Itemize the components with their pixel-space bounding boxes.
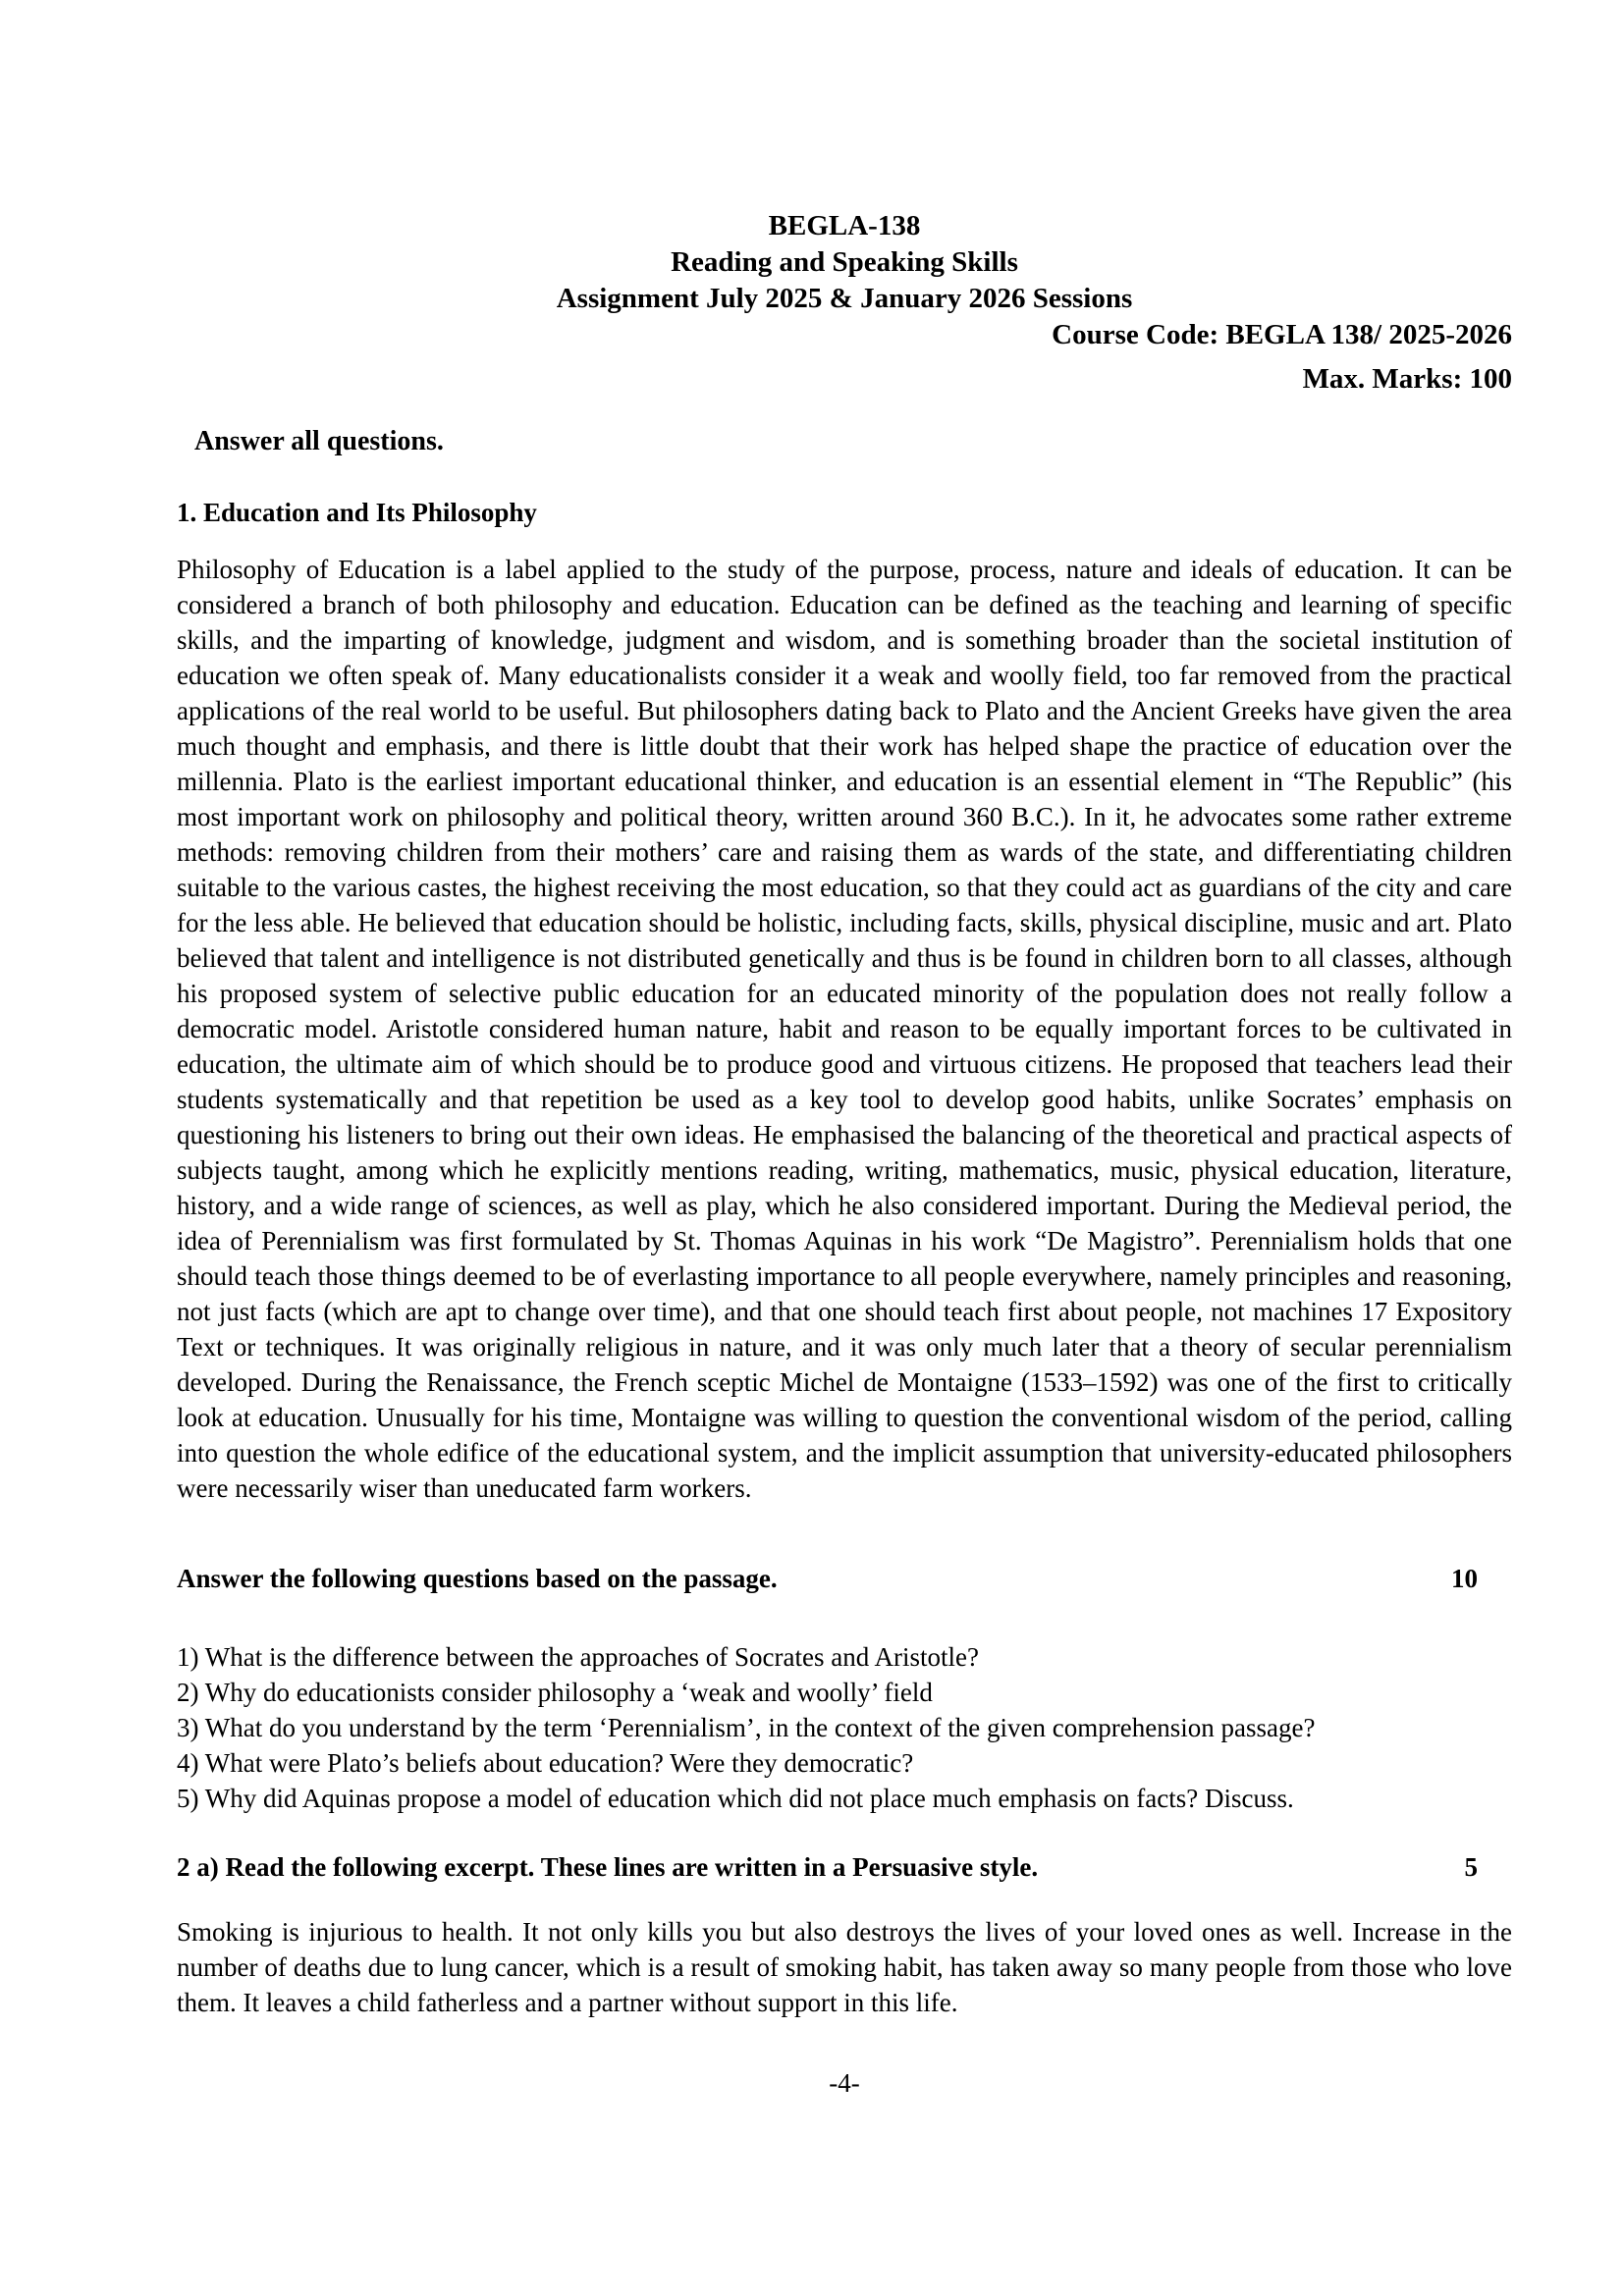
question2-heading-row — [177, 1849, 1512, 1885]
question1-list — [177, 1639, 1512, 1816]
question1-passage: Philosophy of Education is a label applied to the study of the purpose, process, nature and ideals of education. It can be considered a branch of both philosophy and education. Education can be defined as the teaching and learning of specific skills, and the imparting of knowledge, judgment and wisdom, and is something broader than the societal institution of education we often speak of. Many educationalists consider it a weak and woolly field, too far removed from the practical applications of the real world to be useful. But philosophers dating back to Plato and the Ancient Greeks have given the area much thought and emphasis, and there is little doubt that their work has helped shape the practice of education over the millennia. Plato is the earliest important educational thinker, and education is an essential element in “The Republic” (his most important work on philosophy and political theory, written around 360 B.C.). In it, he advocates some rather extreme methods: removing children from their mothers’ care and raising them as wards of the state, and differentiating children suitable to the various castes, the highest receiving the most education, so that they could act as guardians of the city and care for the less able. He believed that education should be holistic, including facts, skills, physical discipline, music and art. Plato believed that talent and intelligence is not distributed genetically and thus is be found in children born to all classes, although his proposed system of selective public education for an educated minority of the population does not really follow a democratic model. Aristotle considered human nature, habit and reason to be equally important forces to be cultivated in education, the ultimate aim of which should be to produce good and virtuous citizens. He proposed that teachers lead their students systematically and that repetition be used as a key tool to develop good habits, unlike Socrates’ emphasis on questioning his listeners to bring out their own ideas. He emphasised the balancing of the theoretical and practical aspects of subjects taught, among which he explicitly mentions reading, writing, mathematics, music, physical education, literature, history, and a wide range of sciences, as well as play, which he also considered important. During the Medieval period, the idea of Perennialism was first formulated by St. Thomas Aquinas in his work “De Magistro”. Perennialism holds that one should teach those things deemed to be of everlasting importance to all people everywhere, namely principles and reasoning, not just facts (which are apt to change over time), and that one should teach first about people, not machines 17 Expository Text or techniques. It was originally religious in nature, and it was only much later that a theory of secular perennialism developed. During the Renaissance, the French sceptic Michel de Montaigne (1533–1592) was one of the first to critically look at education. Unusually for his time, Montaigne was willing to question the conventional wisdom of the period, calling into question the whole edifice of the educational system, and the implicit assumption that university-educated philosophers were necessarily wiser than uneducated farm workers. — [177, 555, 1512, 1503]
question1-subheading-row — [177, 1561, 1512, 1596]
question-item-3: 3) What do you understand by the term ‘Perennialism’, in the context of the given comprehension passage? — [177, 1713, 1316, 1742]
question2-excerpt: Smoking is injurious to health. It not only kills you but also destroys the lives of your loved ones as well. Increase in the number of deaths due to lung cancer, which is a result of smoking habit, has taken away so many people from those who love them. It leaves a child fatherless and a partner without support in this life. — [177, 1917, 1512, 2017]
answer-all-instruction: Answer all questions. — [194, 426, 444, 456]
question-item-5: 5) Why did Aquinas propose a model of education which did not place much emphasis on facts? Discuss. — [177, 1784, 1294, 1813]
question-item-4: 4) What were Plato’s beliefs about education? Were they democratic? — [177, 1748, 914, 1778]
question1-subheading: Answer the following questions based on the passage. — [177, 1564, 778, 1593]
session-line: Assignment July 2025 & January 2026 Sessions — [556, 283, 1133, 314]
question2-marks: 5 — [1464, 1852, 1478, 1882]
question-item-1: 1) What is the difference between the approaches of Socrates and Aristotle? — [177, 1642, 979, 1672]
question1-marks: 10 — [1451, 1564, 1478, 1593]
course-title: Reading and Speaking Skills — [671, 246, 1018, 278]
page-number: -4- — [829, 2068, 860, 2098]
question2-heading: 2 a) Read the following excerpt. These lines are written in a Persuasive style. — [177, 1852, 1039, 1882]
question1-heading: 1. Education and Its Philosophy — [177, 498, 537, 527]
question-item-2: 2) Why do educationists consider philosophy a ‘weak and woolly’ field — [177, 1678, 933, 1707]
course-number: BEGLA-138 — [768, 210, 921, 241]
course-code-line: Course Code: BEGLA 138/ 2025-2026 — [1052, 319, 1512, 350]
max-marks-line: Max. Marks: 100 — [1302, 363, 1512, 395]
question1-section — [177, 495, 1512, 1816]
question2-section — [177, 1849, 1512, 2020]
document-header — [177, 208, 1512, 459]
